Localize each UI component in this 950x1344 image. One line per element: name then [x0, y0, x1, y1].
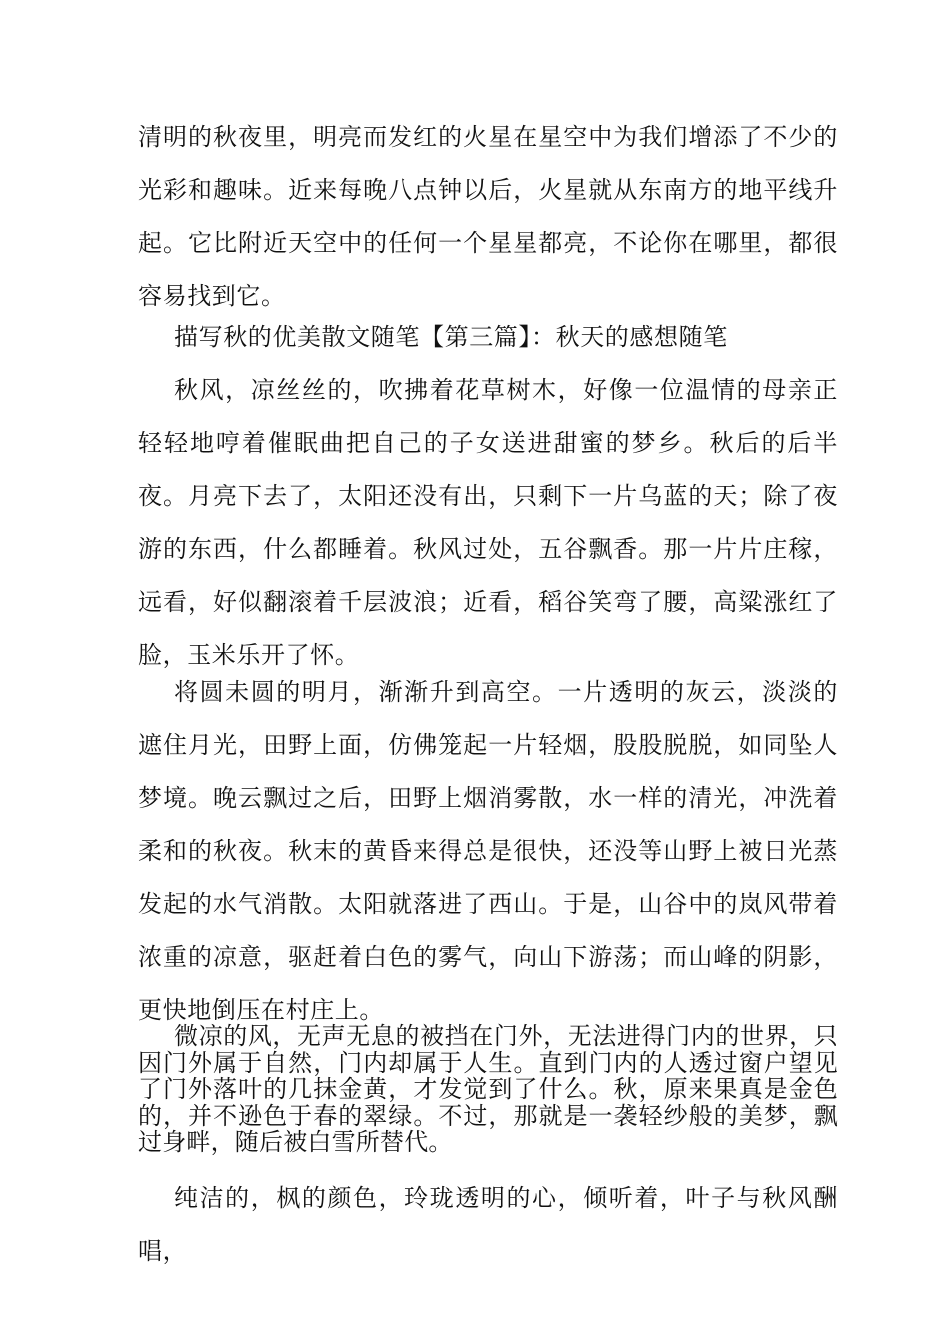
paragraph-bright-moon: 将圆未圆的明月，渐渐升到高空。一片透明的灰云，淡淡的遮住月光，田野上面，仿佛笼起一片轻烟，股股脱脱，如同坠人梦境。晚云飘过之后，田野上烟消雾散，水一样的清光，冲洗着柔和的秋夜。秋末的黄昏来得总是很快，还没等山野上被日光蒸发起的水气消散。太阳就落进了西山。于是，山谷中的岚风带着浓重的凉意，驱赶着白色的雾气，向山下游荡；而山峰的阴影，更快地倒压在村庄上。	[138, 678, 838, 1024]
section-heading: 描写秋的优美散文随笔【第三篇】：秋天的感想随笔	[174, 323, 728, 351]
paragraph-cool-wind: 微凉的风，无声无息的被挡在门外，无法进得门内的世界，只因门外属于自然，门内却属于人生。直到门内的人透过窗户望见了门外落叶的几抹金黄，才发觉到了什么。秋，原来果真是金色的，并不逊色于春的翠绿。不过，那就是一袭轻纱般的美梦，飘过身畔，随后被白雪所替代。	[138, 1022, 838, 1156]
paragraph-maple-color: 纯洁的，枫的颜色，玲珑透明的心，倾听着，叶子与秋风酬唱，	[138, 1184, 838, 1265]
paragraph-mars-autumn-night: 清明的秋夜里，明亮而发红的火星在星空中为我们增添了不少的光彩和趣味。近来每晚八点钟以后，火星就从东南方的地平线升起。它比附近天空中的任何一个星星都亮，不论你在哪里，都很容易找到它。	[138, 123, 838, 310]
paragraph-autumn-wind: 秋风，凉丝丝的，吹拂着花草树木，好像一位温情的母亲正轻轻地哼着催眠曲把自己的子女送进甜蜜的梦乡。秋后的后半夜。月亮下去了，太阳还没有出，只剩下一片乌蓝的天；除了夜游的东西，什么都睡着。秋风过处，五谷飘香。那一片片庄稼，远看，好似翻滚着千层波浪；近看，稻谷笑弯了腰，高粱涨红了脸，玉米乐开了怀。	[138, 376, 838, 669]
